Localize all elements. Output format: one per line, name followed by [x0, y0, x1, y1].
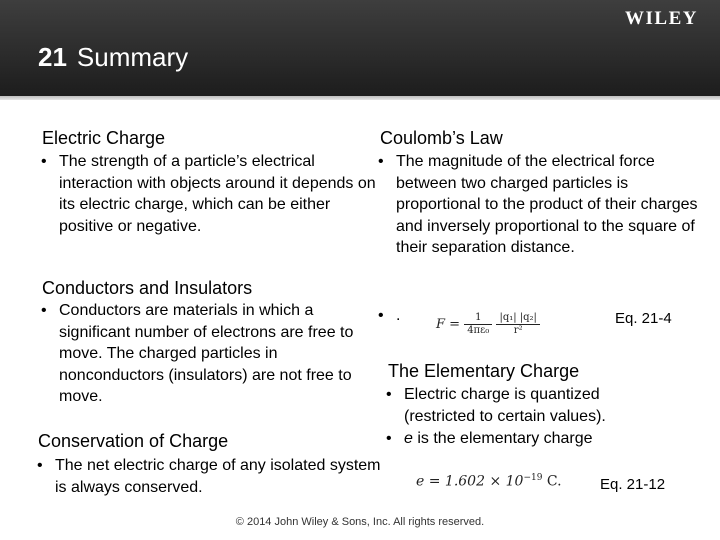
quantized-bullet: • Electric charge is quantized (restricted to certain values).: [386, 386, 606, 425]
elementary-charge-heading: The Elementary Charge: [388, 361, 580, 381]
coulomb-frac-constant: $\frac{1}{\text{4πε₀}}$: [464, 312, 492, 337]
header-bar: [0, 0, 720, 98]
conservation-heading: Conservation of Charge: [38, 431, 229, 451]
slide-title-text: Summary: [76, 42, 189, 72]
coulomb-eq-label: Eq. 21-4: [615, 310, 672, 327]
header-divider: [0, 96, 720, 100]
copyright-footer: © 2014 John Wiley & Sons, Inc. All rights reserved.: [235, 516, 485, 528]
conservation-bullet: • The net electric charge of any isolated system is always conserved.: [37, 457, 381, 496]
coulomb-bullet: • The magnitude of the electrical force between two charged particles is proportional to the product of their charges and inversely proportional to the square of their separation distance.: [378, 153, 698, 256]
conductors-heading: Conductors and Insulators: [42, 278, 253, 298]
wiley-logo: WILEY: [625, 8, 698, 29]
coulomb-formula: F = $\frac{1}{\text{4πε₀}}$ $\frac{\text{|q₁| |q₂|}}{\text{r²}}$: [436, 312, 540, 337]
coulomb-heading: Coulomb’s Law: [380, 128, 503, 148]
chapter-number: 21: [38, 42, 67, 72]
elementary-charge-bullet: • e is the elementary charge: [386, 430, 593, 447]
elementary-charge-formula: $e = 1.602 \times 10^{-19}$ C.: [416, 473, 562, 490]
electric-charge-bullet: • The strength of a particle’s electrical interaction with objects around it depends on its electric charge, which can be either positive or negative.: [41, 153, 376, 235]
conductors-bullet: • Conductors are materials in which a significant number of electrons are free to move. The charged particles in nonconductors (insulators) are not free to move.: [41, 302, 354, 405]
elementary-charge-symbol: e: [404, 430, 413, 447]
slide-title: [38, 42, 188, 73]
coulomb-frac-charges: $\frac{\text{|q₁| |q₂|}}{\text{r²}}$: [496, 312, 539, 337]
elementary-eq-label: Eq. 21-12: [600, 476, 666, 493]
coulomb-formula-bullet: • .: [378, 307, 401, 324]
electric-charge-heading: Electric Charge: [42, 128, 166, 148]
